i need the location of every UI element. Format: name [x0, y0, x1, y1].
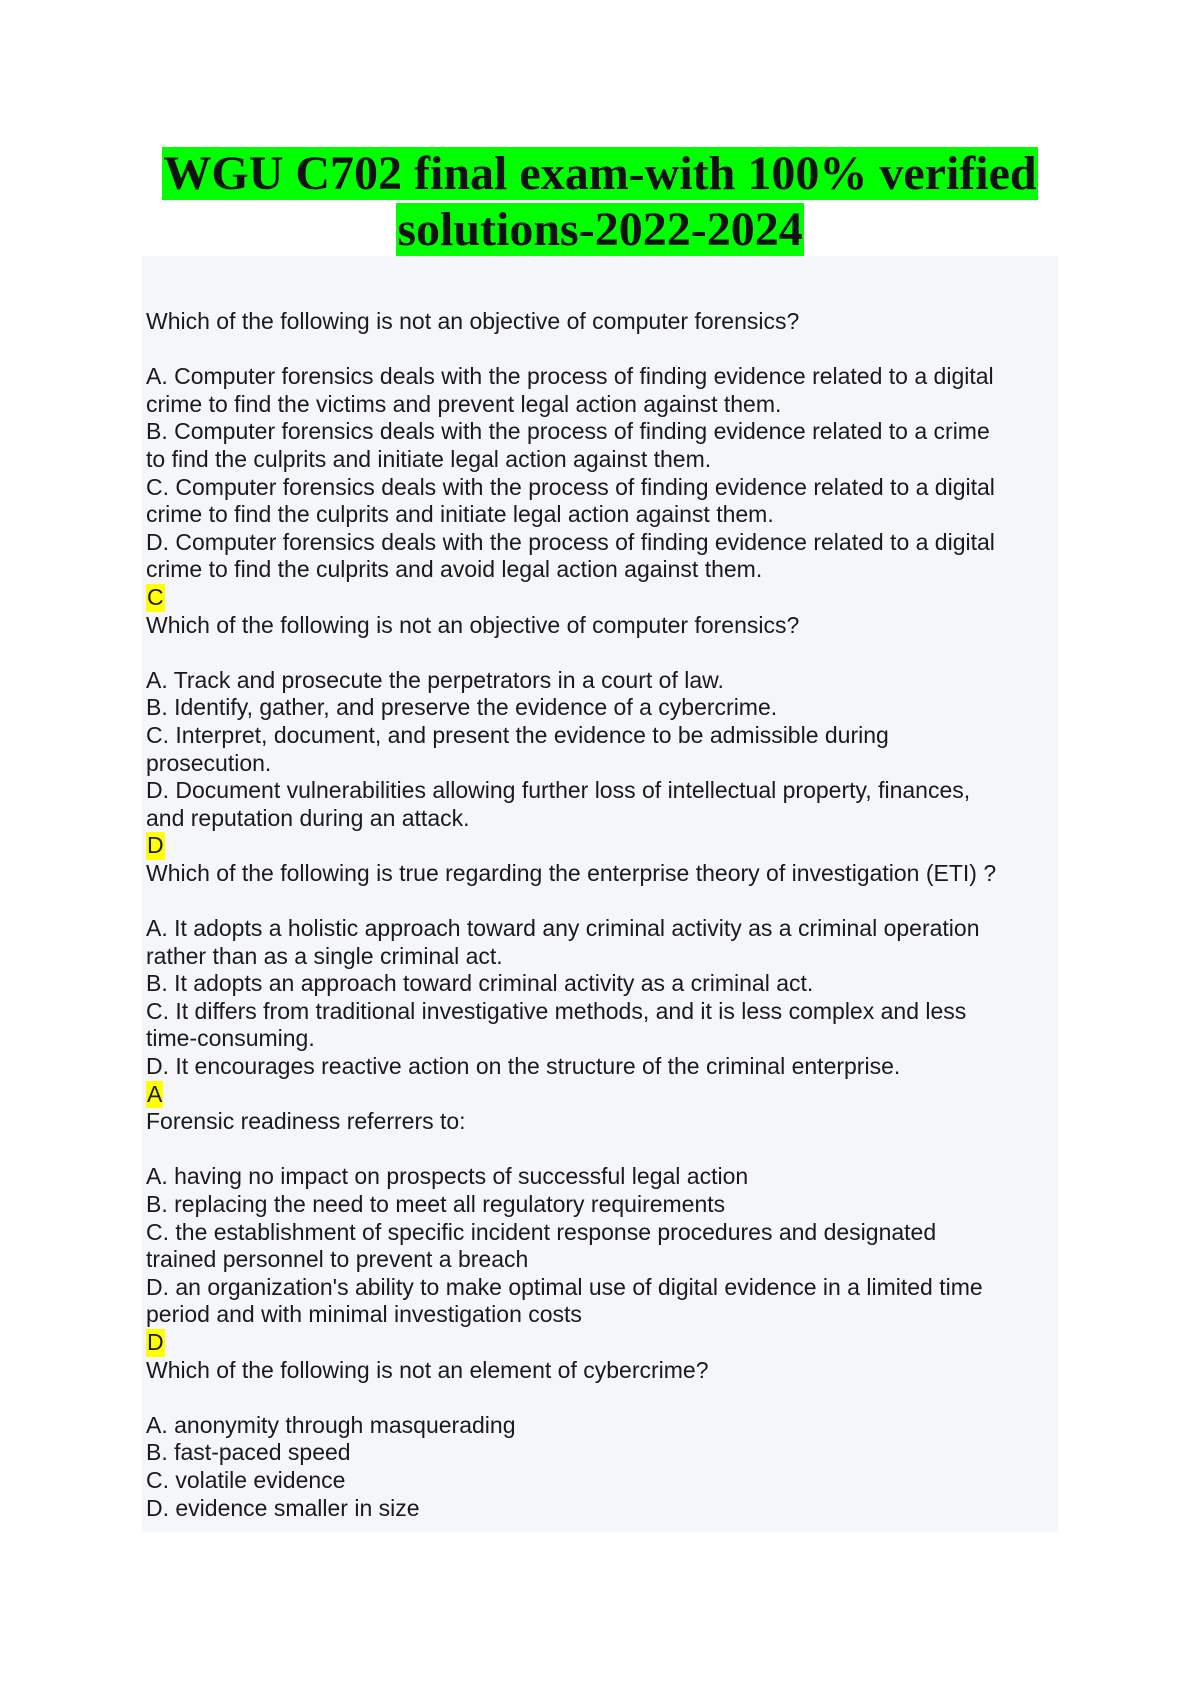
answer-line	[146, 1329, 1058, 1357]
option-text: trained personnel to prevent a breach	[146, 1246, 529, 1273]
option-text: B. replacing the need to meet all regulatory requirements	[146, 1191, 726, 1217]
question-text: Which of the following is true regarding the enterprise theory of investigation (ETI) ?	[146, 859, 997, 886]
question-block	[146, 612, 1058, 860]
option-text: A. anonymity through masquerading	[146, 1411, 516, 1438]
option-text: period and with minimal investigation costs	[146, 1301, 582, 1328]
option-text: crime to find the culprits and avoid legal action against them.	[146, 556, 763, 583]
question-text: Which of the following is not an element of cybercrime?	[146, 1356, 709, 1383]
question-text: Forensic readiness referrers to:	[146, 1108, 466, 1135]
question-block	[146, 860, 1058, 1108]
option-text: time-consuming.	[146, 1025, 315, 1052]
option-text: D. Document vulnerabilities allowing further loss of intellectual property, finances,	[146, 777, 971, 804]
question-block	[146, 308, 1058, 612]
option-text: C. the establishment of specific incident response procedures and designated	[146, 1218, 937, 1245]
answer-line	[146, 832, 1058, 860]
answer-line	[146, 584, 1058, 612]
answer-highlight: C	[147, 583, 164, 610]
answer-highlight: D	[147, 1328, 164, 1355]
option-text: A. Computer forensics deals with the process of finding evidence related to a digital	[146, 363, 994, 390]
option-text: C. Computer forensics deals with the process of finding evidence related to a digital	[146, 473, 995, 500]
question-text: Which of the following is not an objective of computer forensics?	[146, 611, 800, 638]
option-text: and reputation during an attack.	[146, 804, 470, 831]
option-text: to find the culprits and initiate legal action against them.	[146, 445, 712, 472]
option-text: B. fast-paced speed	[146, 1439, 351, 1466]
spacer	[146, 639, 1058, 667]
title-line-1: WGU C702 final exam-with 100% verified	[163, 147, 1037, 200]
spacer	[146, 1136, 1058, 1164]
question-block	[146, 1108, 1058, 1356]
option-text: C. It differs from traditional investigative methods, and it is less complex and less	[146, 997, 967, 1024]
answer-highlight: A	[147, 1080, 163, 1107]
option-text: crime to find the victims and prevent legal action against them.	[146, 390, 782, 417]
spacer	[146, 1384, 1058, 1412]
option-text: B. Identify, gather, and preserve the evidence of a cybercrime.	[146, 694, 778, 721]
question-text: Which of the following is not an objective of computer forensics?	[146, 308, 800, 334]
option-text: crime to find the culprits and initiate legal action against them.	[146, 501, 774, 528]
option-text: A. Track and prosecute the perpetrators in a court of law.	[146, 666, 724, 693]
option-text: B. It adopts an approach toward criminal activity as a criminal act.	[146, 970, 814, 997]
option-text: A. having no impact on prospects of successful legal action	[146, 1163, 749, 1190]
option-text: B. Computer forensics deals with the process of finding evidence related to a crime	[146, 418, 990, 445]
spacer	[146, 887, 1058, 915]
option-text: C. Interpret, document, and present the evidence to be admissible during	[146, 721, 889, 748]
option-text: D. an organization's ability to make optimal use of digital evidence in a limited time	[146, 1273, 983, 1300]
option-text: rather than as a single criminal act.	[146, 942, 503, 969]
option-text: D. It encourages reactive action on the structure of the criminal enterprise.	[146, 1053, 901, 1080]
answer-highlight: D	[147, 832, 164, 859]
questions-panel	[142, 256, 1058, 1532]
answer-line	[146, 1081, 1058, 1109]
option-text: D. evidence smaller in size	[146, 1494, 420, 1521]
document-title	[150, 146, 1050, 258]
option-text: D. Computer forensics deals with the process of finding evidence related to a digital	[146, 528, 995, 555]
question-block	[146, 1357, 1058, 1523]
title-line-2: solutions-2022-2024	[397, 203, 803, 256]
option-text: prosecution.	[146, 749, 272, 776]
option-text: A. It adopts a holistic approach toward any criminal activity as a criminal operation	[146, 915, 980, 942]
option-text: C. volatile evidence	[146, 1466, 346, 1493]
spacer	[146, 336, 1058, 364]
